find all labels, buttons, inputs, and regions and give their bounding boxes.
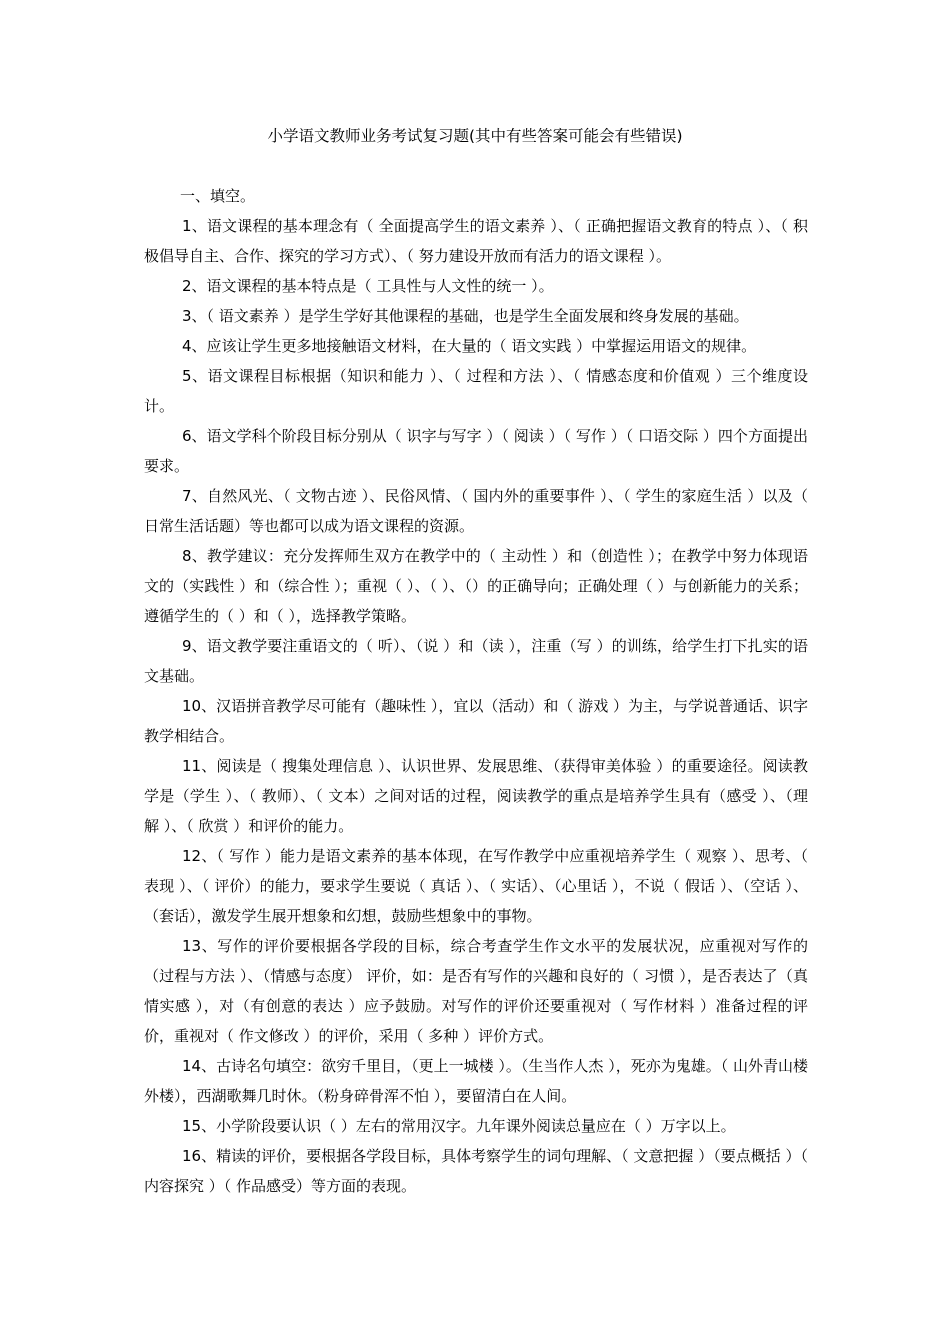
question-item-16: 16、精读的评价，要根据各学段目标，具体考察学生的词句理解、（ 文意把握 ）（要点概括 ）（ 内容探究 ）（ 作品感受）等方面的表现。	[144, 1147, 808, 1195]
question-item-15: 15、小学阶段要认识（ ）左右的常用汉字。九年课外阅读总量应在（ ）万字以上。	[182, 1117, 736, 1135]
question-item-4: 4、应该让学生更多地接触语文材料，在大量的（ 语文实践 ）中掌握运用语文的规律。	[182, 337, 757, 355]
question-item-7: 7、自然风光、（ 文物古迹 ）、民俗风情、（ 国内外的重要事件 ）、（ 学生的家庭生活 ）以及（ 日常生活话题）等也都可以成为语文课程的资源。	[144, 487, 808, 535]
document-body	[144, 181, 808, 1201]
section-heading: 一、填空。	[180, 187, 256, 205]
question-item-2: 2、语文课程的基本特点是（ 工具性与人文性的统一 ）。	[182, 277, 554, 295]
question-item-11: 11、阅读是（ 搜集处理信息 ）、认识世界、发展思维、（获得审美体验 ）的重要途径。阅读教学是（学生 ）、（ 教师）、（ 文本）之间对话的过程，阅读教学的重点是培养学生具有（感受 ）、（理解 ）、（ 欣赏 ）和评价的能力。	[144, 757, 808, 835]
question-item-10: 10、汉语拼音教学尽可能有（趣味性 ），宜以（活动）和（ 游戏 ）为主，与学说普通话、识字教学相结合。	[144, 697, 808, 745]
question-item-5: 5、语文课程目标根据（知识和能力 ）、（ 过程和方法 ）、（ 情感态度和价值观 ）三个维度设计。	[144, 367, 808, 415]
question-item-6: 6、语文学科个阶段目标分别从（ 识字与写字 ）（ 阅读 ）（ 写作 ）（ 口语交际 ）四个方面提出要求。	[144, 427, 808, 475]
question-item-12: 12、（ 写作 ）能力是语文素养的基本体现，在写作教学中应重视培养学生（ 观察 ）、思考、（ 表现 ）、（ 评价）的能力，要求学生要说（ 真话 ）、（ 实话）、（心里话 ），不说（ 假话 ）、（空话 ）、（套话），激发学生展开想象和幻想，鼓励些想象中的事物。	[144, 847, 808, 925]
question-item-8: 8、教学建议：充分发挥师生双方在教学中的（ 主动性 ）和（创造性 ）；在教学中努力体现语文的（实践性 ）和（综合性 ）；重视（ ）、（ ）、（）的正确导向；正确处理（ ）与创新能力的关系；遵循学生的（ ）和（ ），选择教学策略。	[144, 547, 808, 625]
question-item-13: 13、写作的评价要根据各学段的目标，综合考查学生作文水平的发展状况，应重视对写作的（过程与方法 ）、（情感与态度） 评价，如：是否有写作的兴趣和良好的（ 习惯 ），是否表达了（真情实感 ），对（有创意的表达 ）应予鼓励。对写作的评价还要重视对（ 写作材料 ）准备过程的评价，重视对（ 作文修改 ）的评价，采用（ 多种 ）评价方式。	[144, 937, 808, 1045]
document-title: 小学语文教师业务考试复习题(其中有些答案可能会有些错误)	[267, 127, 683, 145]
question-item-9: 9、语文教学要注重语文的（ 听）、（说 ）和（读 ），注重（写 ）的训练，给学生打下扎实的语文基础。	[144, 637, 808, 685]
question-item-14: 14、古诗名句填空：欲穷千里目，（更上一城楼 ）。（生当作人杰 ），死亦为鬼雄。（ 山外青山楼外楼），西湖歌舞几时休。（粉身碎骨浑不怕 ），要留清白在人间。	[144, 1057, 808, 1105]
question-item-1: 1、语文课程的基本理念有（ 全面提高学生的语文素养 ）、（ 正确把握语文教育的特点 ）、（ 积极倡导自主、合作、探究的学习方式）、（ 努力建设开放而有活力的语文课程 ）。	[144, 217, 808, 265]
question-item-3: 3、（ 语文素养 ）是学生学好其他课程的基础，也是学生全面发展和终身发展的基础。	[182, 307, 749, 325]
